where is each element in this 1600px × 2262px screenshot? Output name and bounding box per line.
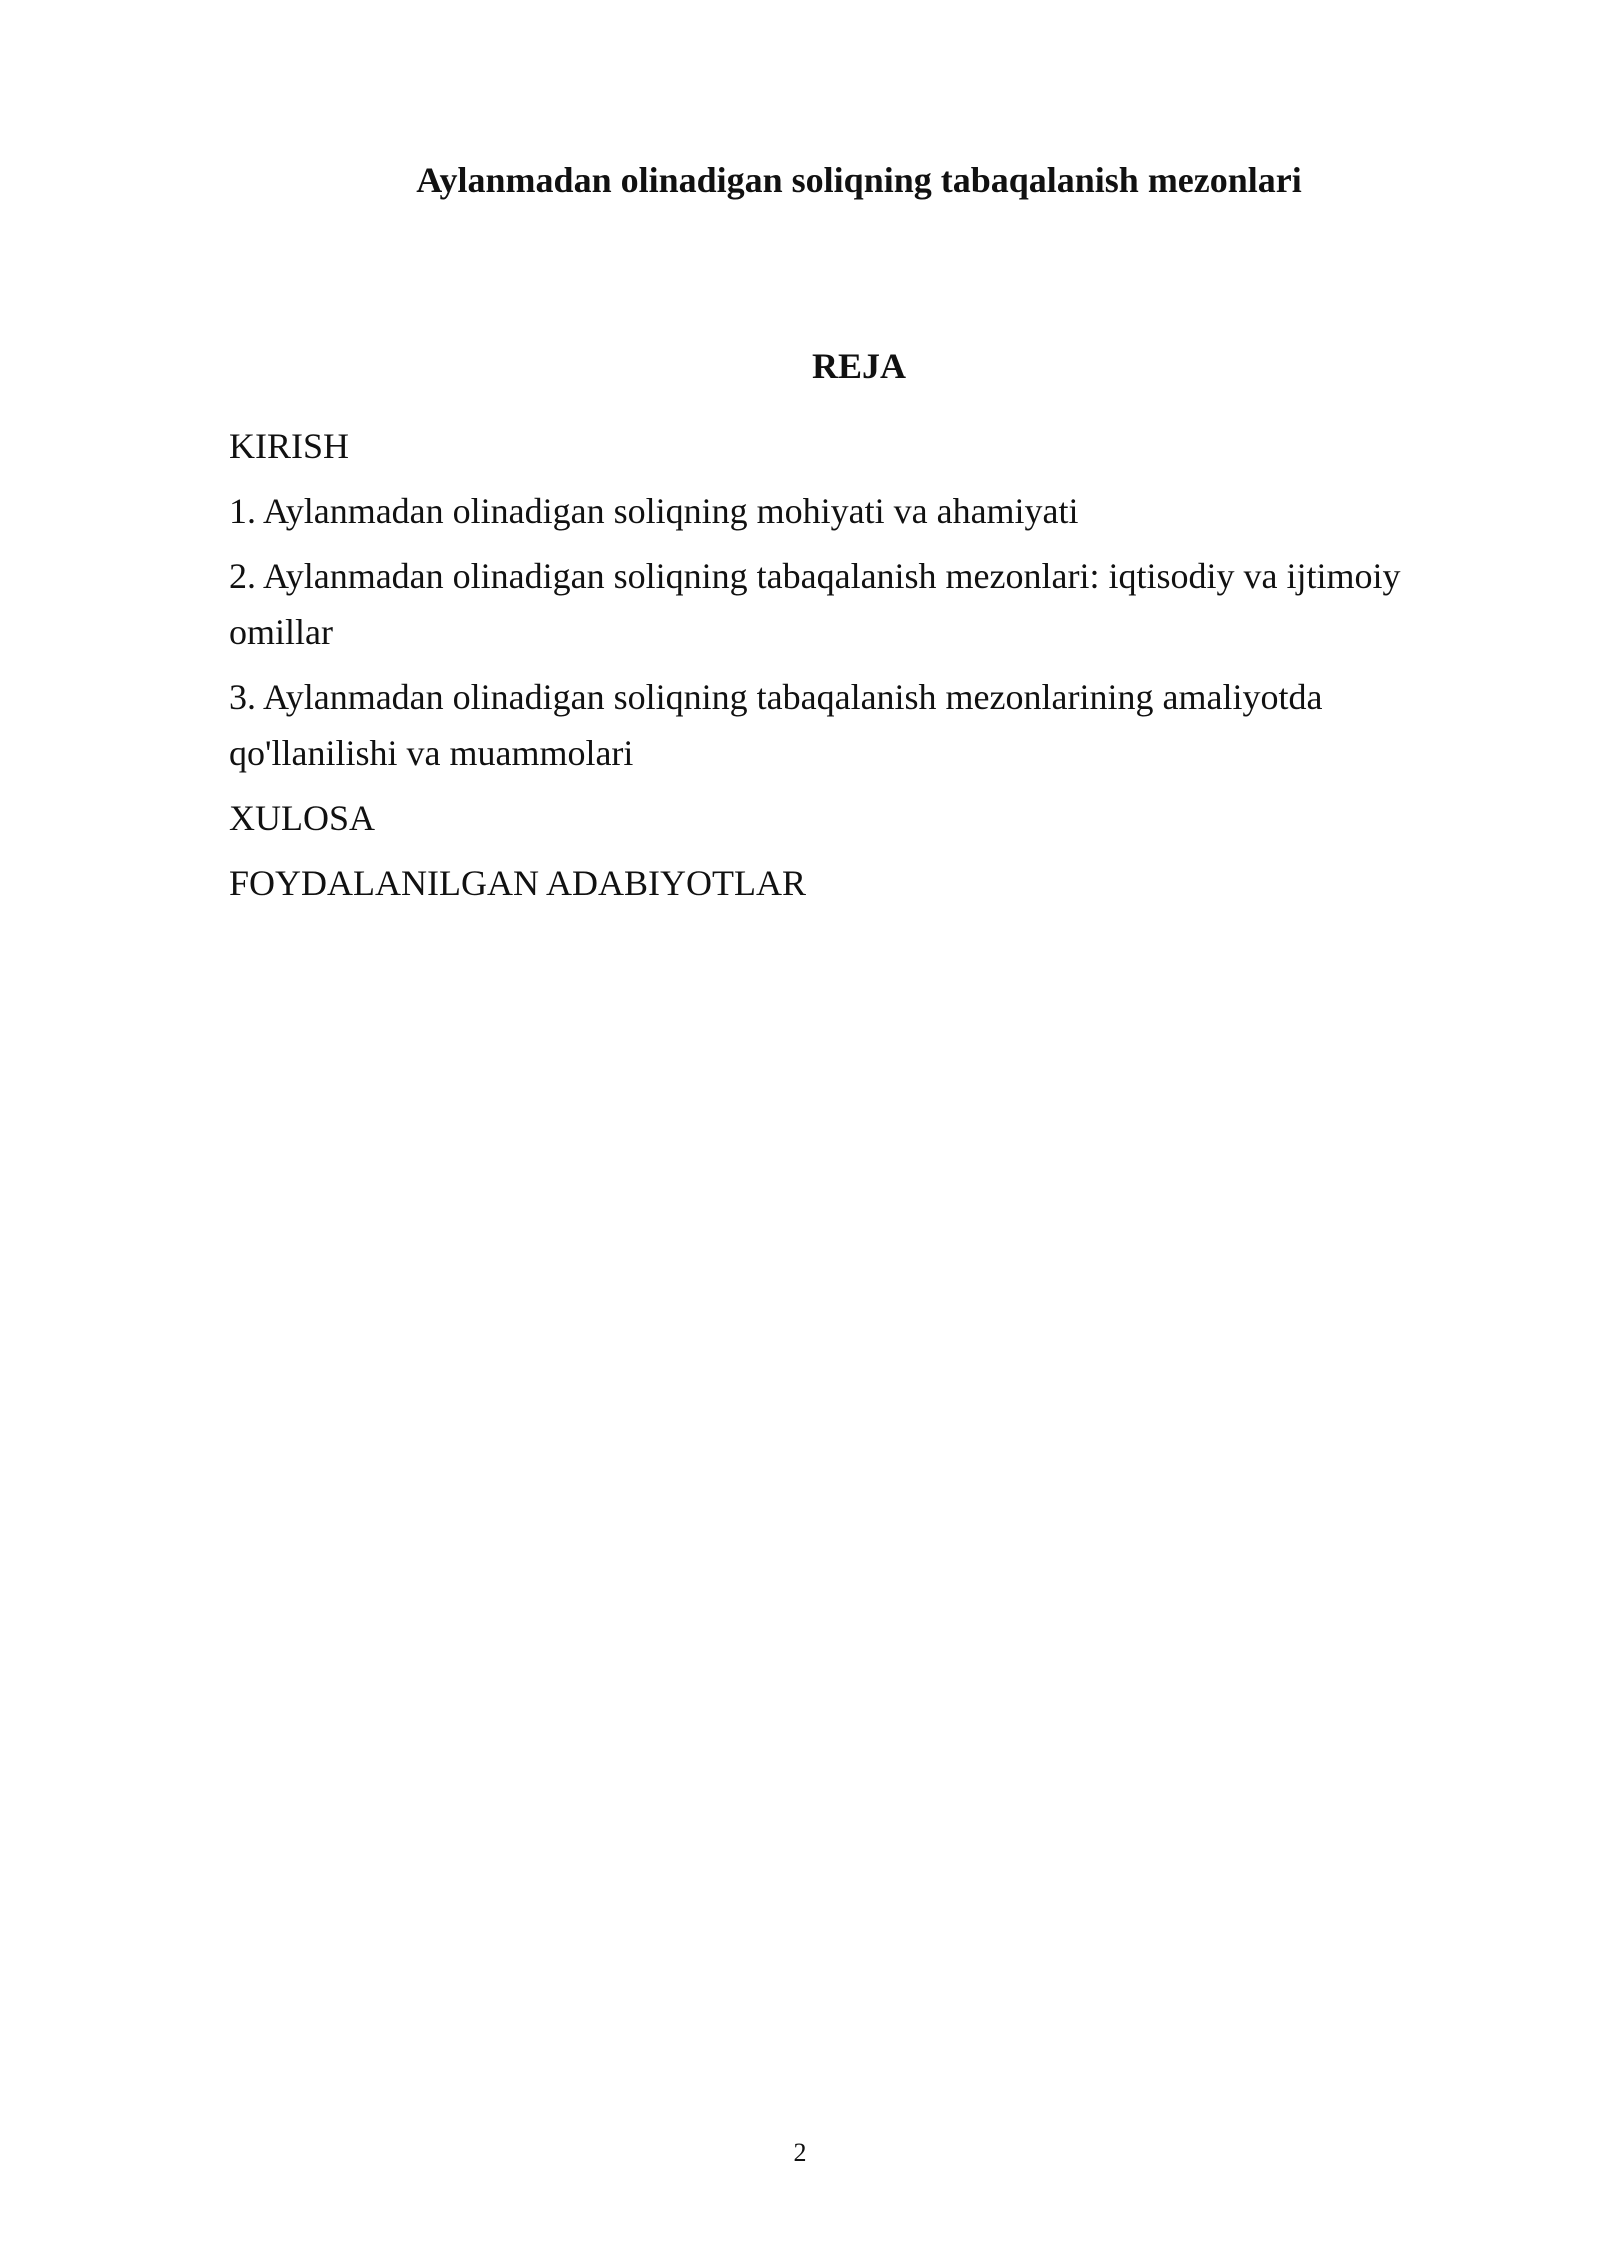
plan-heading: REJA — [811, 346, 906, 386]
page-number: 2 — [793, 2138, 807, 2167]
plan-item-introduction: KIRISH — [229, 426, 350, 466]
plan-item-section-3: 3. Aylanmadan olinadigan soliqning tabaqalanish mezonlarining amaliyotda qo'llanilishi va muammolari — [229, 677, 1323, 773]
plan-item-section-2: 2. Aylanmadan olinadigan soliqning tabaqalanish mezonlari: iqtisodiy va ijtimoiy omillar — [229, 556, 1401, 652]
plan-item-conclusion: XULOSA — [229, 798, 376, 838]
plan-list — [229, 418, 1489, 920]
plan-item-section-1: 1. Aylanmadan olinadigan soliqning mohiyati va ahamiyati — [229, 491, 1079, 531]
plan-item-references: FOYDALANILGAN ADABIYOTLAR — [229, 863, 806, 903]
document-title: Aylanmadan olinadigan soliqning tabaqalanish mezonlari — [416, 160, 1302, 200]
